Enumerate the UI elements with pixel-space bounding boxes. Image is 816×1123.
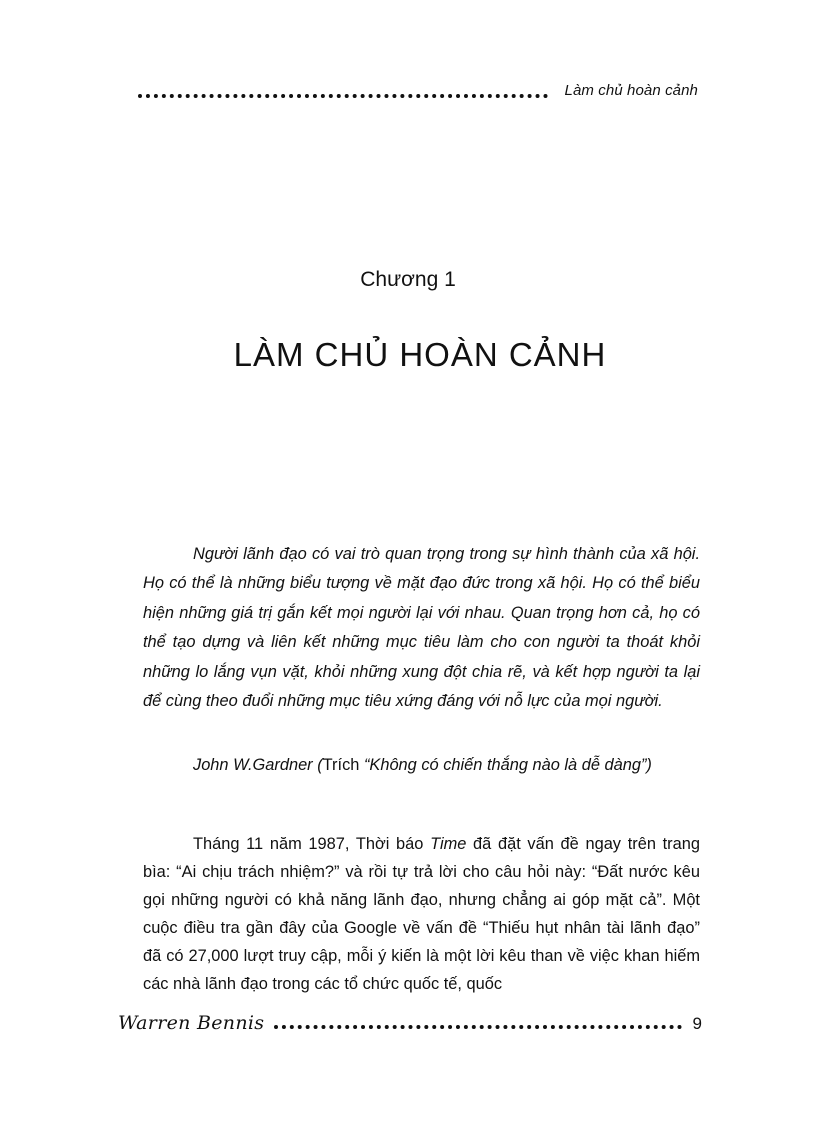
paragraph-text <box>143 830 700 998</box>
paragraph-part-2: đã đặt vấn đề ngay trên trang bìa: “Ai chịu trách nhiệm?” và rồi tự trả lời cho câu hỏi này: “Đất nước kêu gọi những người có khả năng lãnh đạo, nhưng chẳng ai góp mặt cả”. Một cuộc điều tra gần đây của Google về vấn đề “Thiếu hụt nhân tài lãnh đạo” đã có 27,000 lượt truy cập, mỗi ý kiến là một lời kêu than về việc khan hiếm các nhà lãnh đạo trong các tổ chức quốc tế, quốc <box>143 835 700 993</box>
chapter-label: Chương 1 <box>360 268 456 291</box>
page-footer <box>118 1012 702 1042</box>
epigraph-source-title: “Không có chiến thắng nào là dễ dàng”) <box>363 756 652 774</box>
footer-author: Warren Bennis <box>118 1012 265 1034</box>
header-dotted-rule <box>138 94 548 98</box>
epigraph-quote <box>143 540 700 716</box>
running-title: Làm chủ hoàn cảnh <box>564 82 698 99</box>
footer-dotted-rule <box>274 1025 682 1029</box>
chapter-title: LÀM CHỦ HOÀN CẢNH <box>233 336 607 373</box>
epigraph-text: Người lãnh đạo có vai trò quan trọng trong sự hình thành của xã hội. Họ có thể là những biểu tượng về mặt đạo đức trong xã hội. Họ có thể biểu hiện những giá trị gắn kết mọi người lại với nhau. Quan trọng hơn cả, họ có thể tạo dựng và liên kết những mục tiêu làm cho con người ta thoát khỏi những lo lắng vụn vặt, khỏi những xung đột chia rẽ, và kết hợp người ta lại để cùng theo đuổi những mục tiêu xứng đáng với nỗ lực của mọi người. <box>143 545 700 711</box>
paragraph-part-1: Tháng 11 năm 1987, Thời báo <box>193 835 431 853</box>
epigraph-source-prefix: Trích <box>322 756 364 774</box>
epigraph-author: John W.Gardner ( <box>193 756 323 774</box>
running-header <box>138 82 698 104</box>
time-magazine-name: Time <box>430 835 467 853</box>
body-paragraph <box>143 830 700 998</box>
epigraph-attribution <box>193 751 713 780</box>
page-number: 9 <box>692 1014 702 1033</box>
